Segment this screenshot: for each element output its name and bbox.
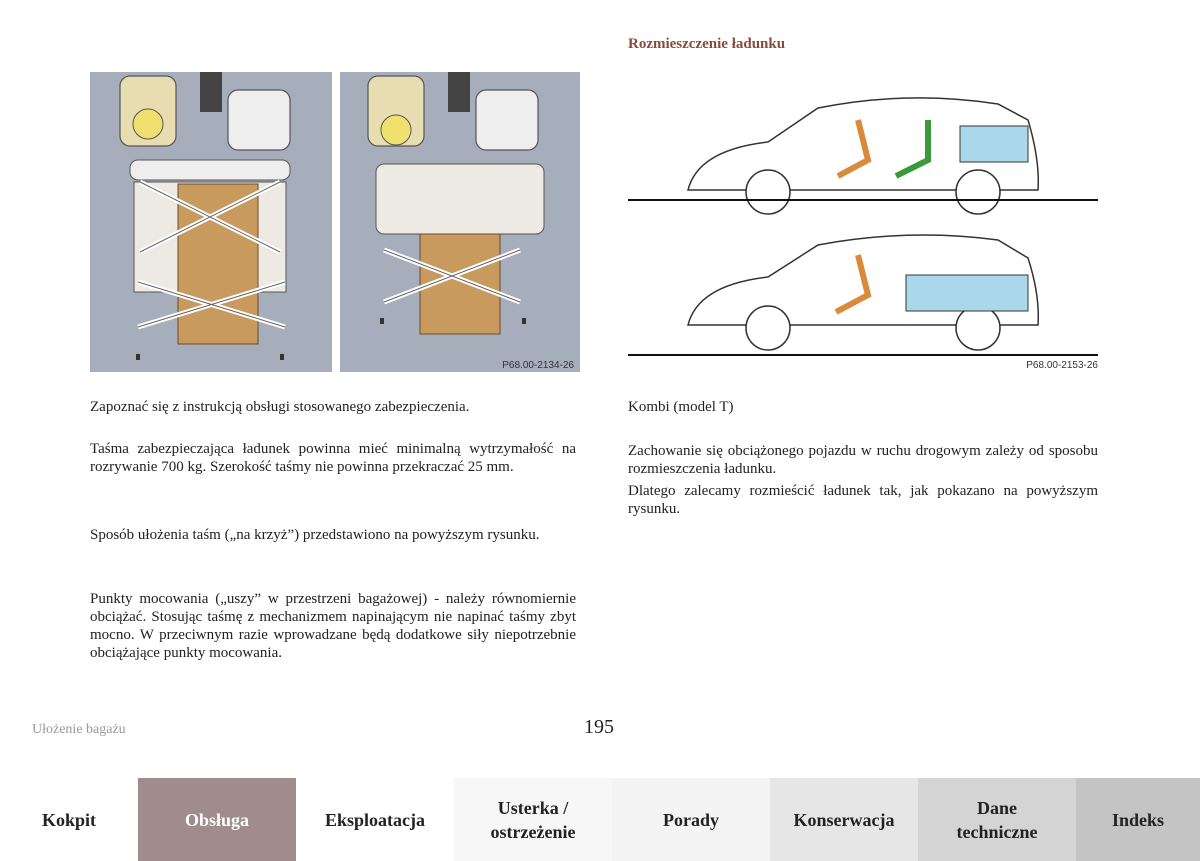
nav-label: Eksploatacja xyxy=(324,809,425,830)
nav-label: Kokpit xyxy=(41,809,97,830)
nav-kokpit[interactable] xyxy=(0,778,138,861)
strapping-panel-2 xyxy=(340,72,580,372)
nav-obsluga[interactable] xyxy=(138,778,296,861)
left-paragraph-1: Zapoznać się z instrukcją obsługi stosowanego zabezpieczenia. xyxy=(90,399,470,415)
car-view-1 xyxy=(628,98,1098,214)
nav-konserwacja[interactable] xyxy=(770,778,918,861)
right-paragraph-2: Dlatego zalecamy rozmieścić ładunek tak, jak pokazano na powyższym rysunku. xyxy=(628,483,1098,517)
left-paragraph-2: Taśma zabezpieczająca ładunek powinna mieć minimalną wytrzymałość na rozrywanie 700 kg. Szerokość taśmy nie powinna przekraczać 25 mm. xyxy=(90,441,576,475)
nav-label: Konserwacja xyxy=(793,809,895,830)
left-paragraph-3: Sposób ułożenia taśm („na krzyż”) przedstawiono na powyższym rysunku. xyxy=(90,527,540,543)
car-view-2 xyxy=(628,235,1098,355)
figure-code-right: P68.00-2153-26 xyxy=(1026,360,1098,371)
nav-dane-techniczne[interactable] xyxy=(918,778,1076,861)
nav-porady[interactable] xyxy=(612,778,770,861)
section-title: Rozmieszczenie ładunku xyxy=(628,36,786,52)
nav-label: Usterka / ostrzeżenie xyxy=(490,797,576,842)
nav-label: Obsługa xyxy=(184,809,250,830)
page-number: 195 xyxy=(584,716,614,738)
figure-code-left: P68.00-2134-26 xyxy=(502,360,574,371)
car-side-views xyxy=(628,80,1098,372)
right-paragraph-1: Zachowanie się obciążonego pojazdu w ruchu drogowym zależy od sposobu rozmieszczenia ładunku. xyxy=(628,443,1098,477)
nav-usterka[interactable] xyxy=(454,778,612,861)
caption-kombi: Kombi (model T) xyxy=(628,399,734,415)
nav-eksploatacja[interactable] xyxy=(296,778,454,861)
figure-cargo-placement xyxy=(628,80,1098,372)
strapping-panel-1 xyxy=(90,72,332,372)
nav-indeks[interactable] xyxy=(1076,778,1200,861)
left-paragraph-4: Punkty mocowania („uszy” w przestrzeni bagażowej) - należy równomiernie obciążać. Stosując taśmę z mechanizmem napinającym nie napinać taśmy zbyt mocno. W przeciwnym razie wprowadzane będą dodatkowe siły niepotrzebnie obciążające punkty mocowania. xyxy=(90,591,576,661)
footer-section-label: Ułożenie bagażu xyxy=(32,722,126,737)
nav-label: Porady xyxy=(663,809,719,830)
nav-label: Indeks xyxy=(1111,809,1165,830)
figure-cargo-strapping xyxy=(90,72,580,372)
strapping-diagrams xyxy=(90,72,580,372)
nav-label: Dane techniczne xyxy=(956,797,1038,842)
